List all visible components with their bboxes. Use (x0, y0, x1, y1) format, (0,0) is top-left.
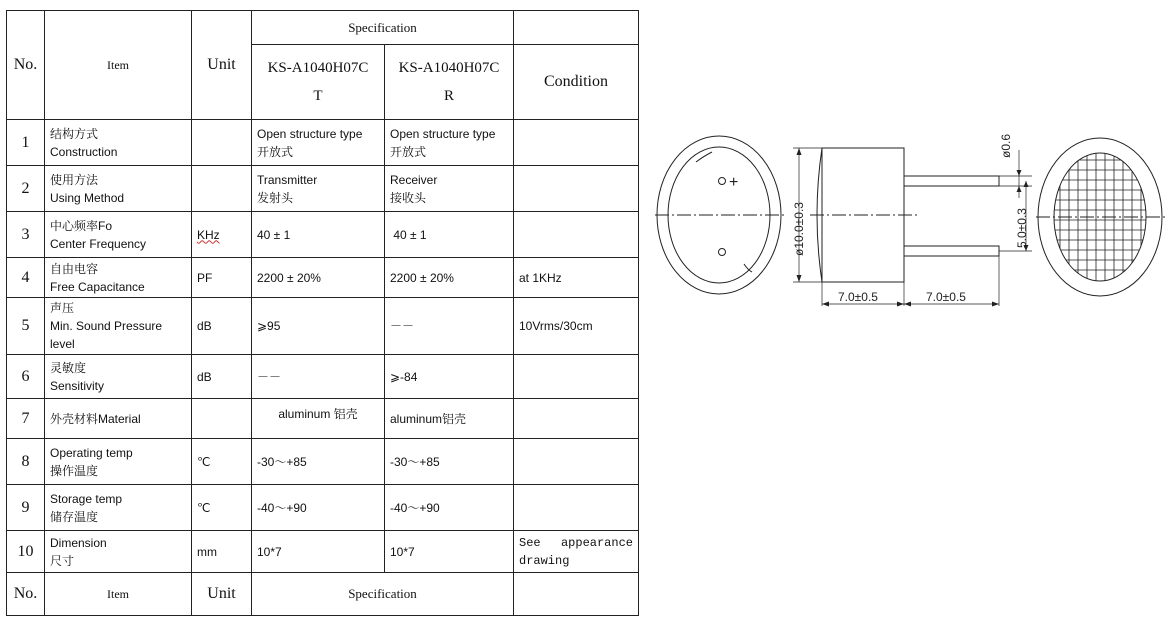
row-receiver-value: -40～+90 (385, 485, 514, 531)
tx-line2: 开放式 (257, 144, 294, 159)
row-unit (192, 120, 252, 166)
side-pin-top (904, 176, 999, 186)
row-number: 1 (7, 120, 45, 166)
rx-line2: 开放式 (390, 144, 427, 159)
header-transmitter-part (252, 45, 385, 120)
row-number: 9 (7, 485, 45, 531)
front-outer-ring (657, 136, 781, 294)
table-row (7, 298, 639, 355)
item-cn: 结构方式 (50, 126, 99, 141)
row-item (45, 298, 192, 355)
tx-line1: Open structure type (257, 126, 363, 141)
item-cn: 使用方法 (50, 172, 99, 187)
item-en: Center Frequency (50, 236, 147, 251)
row-transmitter-value: 10*7 (252, 531, 385, 573)
row-unit: mm (192, 531, 252, 573)
back-outer-ring (1038, 138, 1162, 296)
row-transmitter-value: 40 ± 1 (252, 212, 385, 258)
unit-text: KHz (197, 227, 220, 242)
row-receiver-value: -30～+85 (385, 439, 514, 485)
rx-line1: Receiver (390, 172, 438, 187)
item-en: Dimension (50, 535, 107, 550)
footer-no: No. (7, 573, 45, 616)
side-pin-bottom (904, 246, 999, 256)
row-transmitter-value (252, 166, 385, 212)
dim-pin-length-label: 7.0±0.5 (926, 290, 966, 304)
item-en-2: level (50, 337, 75, 351)
header-receiver-part (385, 45, 514, 120)
condition-line1: See appearance (519, 535, 633, 550)
table-row (7, 166, 639, 212)
row-number: 8 (7, 439, 45, 485)
receiver-part-suffix: R (443, 88, 454, 104)
table-row (7, 120, 639, 166)
row-unit: ℃ (192, 439, 252, 485)
row-transmitter-value (252, 120, 385, 166)
front-pin-hole-top (719, 178, 726, 185)
footer-blank (514, 573, 639, 616)
tx-line2: 发射头 (257, 190, 294, 205)
dimension-arrows (797, 148, 1029, 307)
dim-body-length-label: 7.0±0.5 (838, 290, 878, 304)
table-row (7, 399, 639, 439)
item-en: Sensitivity (50, 378, 105, 393)
row-transmitter-value: aluminum 铝壳 (252, 399, 385, 439)
polarity-plus-sign: + (729, 174, 739, 191)
footer-row (7, 573, 639, 616)
row-number: 4 (7, 258, 45, 298)
row-receiver-value: 10*7 (385, 531, 514, 573)
rx-line2: 接收头 (390, 190, 427, 205)
row-condition: at 1KHz (514, 258, 639, 298)
row-condition (514, 120, 639, 166)
row-item (45, 166, 192, 212)
row-item (45, 212, 192, 258)
row-item (45, 439, 192, 485)
side-view (793, 148, 1032, 306)
row-number: 10 (7, 531, 45, 573)
item-cn: 声压 (50, 301, 75, 315)
table-row (7, 485, 639, 531)
row-unit (192, 212, 252, 258)
table-row (7, 439, 639, 485)
row-condition (514, 355, 639, 399)
item-cn: 灵敏度 (50, 360, 87, 375)
row-receiver-value (385, 120, 514, 166)
header-item: Item (45, 11, 192, 120)
row-item (45, 258, 192, 298)
dim-diameter-label: ø10.0±0.3 (792, 202, 806, 256)
transmitter-part-number: KS-A1040H07C (267, 60, 369, 76)
appearance-drawing (645, 110, 1170, 320)
header-blank (514, 11, 639, 45)
row-unit: PF (192, 258, 252, 298)
header-unit: Unit (192, 11, 252, 120)
footer-item: Item (45, 573, 192, 616)
item-en: Construction (50, 144, 118, 159)
row-item (45, 531, 192, 573)
item-cn: 自由电容 (50, 261, 99, 276)
item-cn: 操作温度 (50, 463, 99, 478)
footer-unit: Unit (192, 573, 252, 616)
row-transmitter-value: 2200 ± 20% (252, 258, 385, 298)
row-condition (514, 166, 639, 212)
row-condition (514, 485, 639, 531)
row-receiver-value: 40 ± 1 (385, 212, 514, 258)
table-row (7, 212, 639, 258)
row-unit (192, 399, 252, 439)
row-receiver-value: aluminum铝壳 (385, 399, 514, 439)
condition-line2: drawing (519, 553, 570, 568)
front-view (655, 136, 785, 294)
item-cn: 储存温度 (50, 509, 99, 524)
row-number: 6 (7, 355, 45, 399)
tx-line1: Transmitter (257, 172, 318, 187)
row-condition (514, 399, 639, 439)
front-tab-top (696, 152, 712, 162)
header-condition: Condition (514, 45, 639, 120)
row-transmitter-value: -30～+85 (252, 439, 385, 485)
row-number: 3 (7, 212, 45, 258)
item-en: Storage temp (50, 491, 123, 506)
row-condition: 10Vrms/30cm (514, 298, 639, 355)
back-view (1036, 138, 1168, 296)
front-pin-hole-bottom (719, 249, 726, 256)
row-item (45, 485, 192, 531)
row-receiver-value: 2200 ± 20% (385, 258, 514, 298)
header-no: No. (7, 11, 45, 120)
row-unit: ℃ (192, 485, 252, 531)
row-unit: dB (192, 355, 252, 399)
row-receiver-value (385, 166, 514, 212)
row-number: 7 (7, 399, 45, 439)
table-row (7, 355, 639, 399)
dim-pin-diameter-label: ø0.6 (999, 133, 1013, 158)
receiver-part-number: KS-A1040H07C (398, 60, 500, 76)
row-condition (514, 439, 639, 485)
item-en: Free Capacitance (50, 279, 145, 294)
row-condition (514, 212, 639, 258)
row-transmitter-value: －－ (252, 355, 385, 399)
item-cn: 尺寸 (50, 553, 75, 568)
row-item (45, 355, 192, 399)
item-en: Min. Sound Pressure (50, 319, 163, 333)
table-row (7, 258, 639, 298)
row-unit: dB (192, 298, 252, 355)
item-en: Using Method (50, 190, 125, 205)
table-row (7, 531, 639, 573)
dim-pin-spacing-label: 5.0±0.3 (1015, 208, 1029, 248)
header-specification: Specification (252, 11, 514, 45)
row-receiver-value: ⩾-84 (385, 355, 514, 399)
item-cn: 中心频率Fo (50, 218, 113, 233)
row-item: 外壳材料Material (45, 399, 192, 439)
item-en: Operating temp (50, 445, 133, 460)
transmitter-part-suffix: T (313, 88, 323, 104)
row-transmitter-value: ⩾95 (252, 298, 385, 355)
header-row-1 (7, 11, 639, 45)
row-transmitter-value: -40～+90 (252, 485, 385, 531)
row-item (45, 120, 192, 166)
row-unit (192, 166, 252, 212)
row-number: 2 (7, 166, 45, 212)
row-condition (514, 531, 639, 573)
rx-line1: Open structure type (390, 126, 496, 141)
row-number: 5 (7, 298, 45, 355)
specification-table (6, 10, 639, 616)
row-receiver-value: －－ (385, 298, 514, 355)
footer-specification: Specification (252, 573, 514, 616)
